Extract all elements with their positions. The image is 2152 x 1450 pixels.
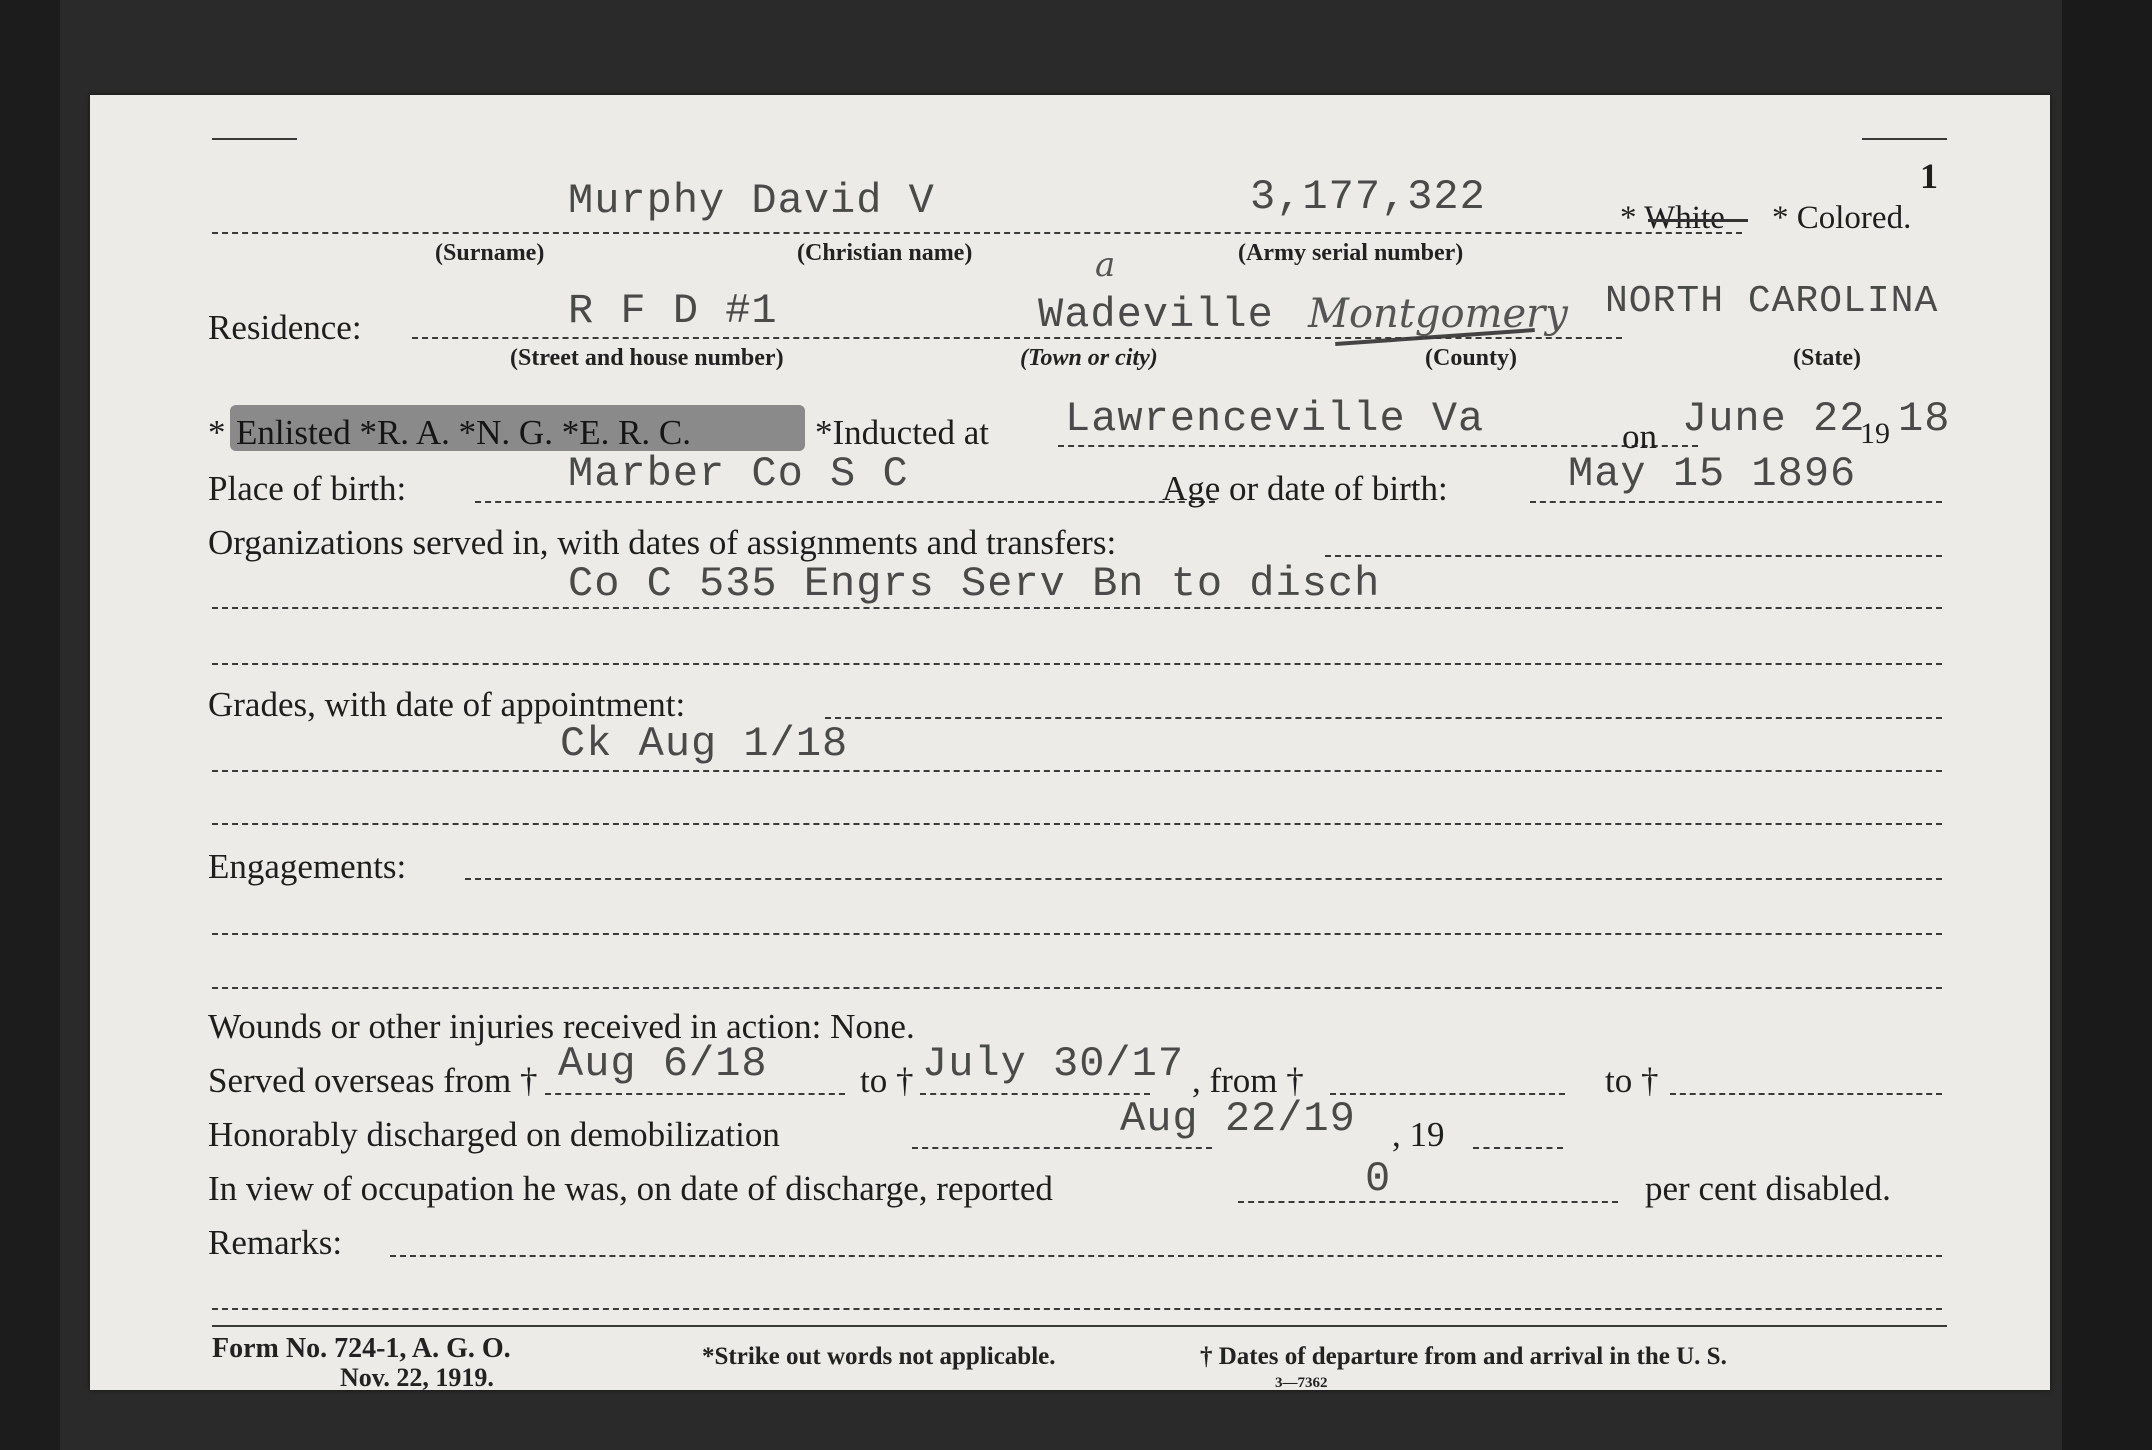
overseas-to2-label: to †: [1605, 1061, 1659, 1100]
organizations-line-3: [212, 663, 1942, 665]
overseas-from-line: [545, 1093, 845, 1095]
age-dob-label: Age or date of birth:: [1162, 469, 1448, 508]
street-entry: R F D #1: [568, 287, 778, 335]
inducted-date-entry: June 22: [1682, 395, 1866, 443]
street-caption: (Street and house number): [510, 345, 784, 371]
top-right-rule: [1862, 138, 1947, 140]
discharged-label: Honorably discharged on demobilization: [208, 1115, 780, 1154]
overseas-to-entry: July 30/17: [922, 1040, 1185, 1088]
serial-entry: 3,177,322: [1250, 173, 1486, 221]
strike-footnote: *Strike out words not applicable.: [702, 1343, 1056, 1370]
place-of-birth-label: Place of birth:: [208, 469, 407, 508]
disabled-pct-entry: 0: [1365, 1155, 1392, 1203]
organizations-label: Organizations served in, with dates of assignments and transfers:: [208, 523, 1117, 562]
remarks-line-2: [212, 1308, 1942, 1310]
card-number: 1: [1920, 156, 1938, 196]
service-record-card: [90, 95, 2050, 1390]
organizations-line-1: [1325, 555, 1942, 557]
engagements-line-1: [465, 878, 1942, 880]
overseas-to2-line: [1670, 1093, 1942, 1095]
dob-entry: May 15 1896: [1568, 450, 1857, 498]
state-caption: (State): [1793, 345, 1861, 371]
birthplace-line: [475, 501, 1215, 503]
serial-caption: (Army serial number): [1238, 240, 1464, 266]
name-entry: Murphy David V: [568, 177, 935, 225]
discharged-year-line: [1473, 1147, 1563, 1149]
occupation-label: In view of occupation he was, on date of discharge, reported: [208, 1169, 1053, 1208]
enlisted-options: Enlisted *R. A. *N. G. *E. R. C.: [236, 413, 692, 452]
served-overseas-label: Served overseas from †: [208, 1061, 538, 1100]
remarks-label: Remarks:: [208, 1223, 343, 1262]
grades-line-2: [212, 770, 1942, 772]
occupation-line: [1238, 1201, 1618, 1203]
dob-line: [1530, 501, 1942, 503]
overseas-to-label: to †: [860, 1061, 914, 1100]
overseas-from2-line: [1330, 1093, 1565, 1095]
form-number: Form No. 724-1, A. G. O.: [212, 1333, 511, 1364]
christian-name-caption: (Christian name): [797, 240, 973, 266]
town-caption: (Town or city): [1020, 345, 1158, 371]
colored-label: * Colored.: [1772, 200, 1912, 236]
inducted-place-entry: Lawrenceville Va: [1065, 395, 1485, 443]
inducted-at-label: *Inducted at: [815, 413, 989, 452]
remarks-line-1: [390, 1255, 1942, 1257]
engagements-line-3: [212, 987, 1942, 989]
organizations-line-2: [212, 607, 1942, 609]
white-strikeout: [1648, 219, 1748, 222]
town-correction: a: [1095, 245, 1116, 285]
county-handwritten: Montgomery: [1308, 291, 1568, 337]
wounds-statement: Wounds or other injuries received in action: None.: [208, 1007, 915, 1046]
scan-border-left: [0, 0, 60, 1450]
top-left-rule: [212, 138, 297, 140]
enlisted-asterisk: *: [208, 413, 226, 452]
discharged-line: [912, 1147, 1212, 1149]
inducted-line: [1058, 445, 1698, 447]
residence-line: [412, 337, 1622, 339]
grade-entry: Ck Aug 1/18: [560, 720, 849, 768]
grades-label: Grades, with date of appointment:: [208, 685, 686, 724]
grades-line-1: [825, 717, 1942, 719]
scan-border-right: [2062, 0, 2152, 1450]
print-code: 3—7362: [1275, 1375, 1328, 1391]
organization-entry: Co C 535 Engrs Serv Bn to disch: [568, 560, 1381, 608]
county-caption: (County): [1425, 345, 1518, 371]
overseas-from-entry: Aug 6/18: [558, 1040, 768, 1088]
overseas-to-line: [920, 1093, 1150, 1095]
engagements-line-2: [212, 933, 1942, 935]
per-cent-label: per cent disabled.: [1645, 1169, 1891, 1208]
discharged-year-label: , 19: [1392, 1115, 1445, 1154]
residence-label: Residence:: [208, 308, 362, 347]
name-line: [212, 232, 1742, 234]
overseas-from2-label: , from †: [1192, 1061, 1304, 1100]
town-entry: Wadeville: [1038, 291, 1274, 339]
white-label: * White: [1620, 200, 1725, 236]
birthplace-entry: Marber Co S C: [568, 450, 909, 498]
grades-line-3: [212, 823, 1942, 825]
dates-footnote: † Dates of departure from and arrival in the U. S.: [1200, 1343, 1727, 1370]
on-label: on: [1622, 417, 1657, 456]
engagements-label: Engagements:: [208, 847, 407, 886]
surname-caption: (Surname): [435, 240, 545, 266]
discharged-date-entry: Aug 22/19: [1120, 1095, 1356, 1143]
form-date: Nov. 22, 1919.: [340, 1363, 494, 1392]
inducted-year-entry: 18: [1898, 395, 1951, 443]
year-prefix: 19: [1860, 417, 1890, 450]
state-entry: NORTH CAROLINA: [1605, 280, 1939, 323]
footer-rule: [212, 1325, 1947, 1327]
